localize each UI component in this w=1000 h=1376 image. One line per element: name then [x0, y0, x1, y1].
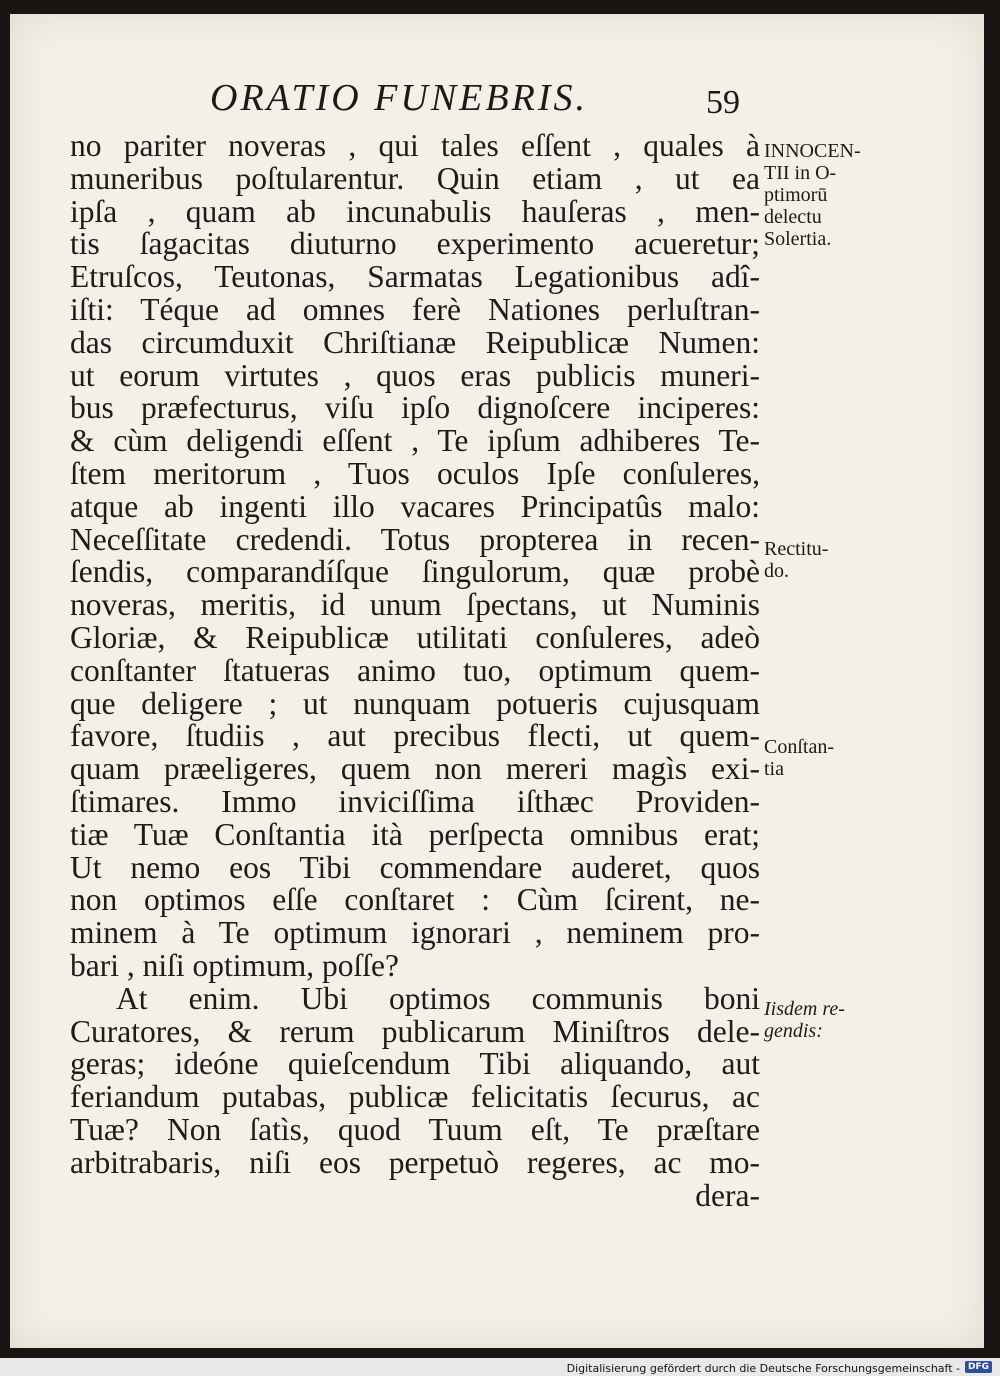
- text-line: bus præfecturus, viſu ipſo dignoſcere inciperes:: [70, 390, 760, 426]
- text-line: ſtimares. Immo inviciſſima iſthæc Providen-: [70, 783, 760, 819]
- text-line: favore, ſtudiis , aut precibus flecti, ut quem-: [70, 718, 760, 754]
- text-line: das circumduxit Chriſtianæ Reipublicæ Numen:: [70, 324, 760, 360]
- marginal-line: ptimorū: [764, 184, 828, 206]
- text-line: atque ab ingenti illo vacares Principatûs malo:: [70, 488, 760, 524]
- text-line: ſendis, comparandíſque ſingulorum, quæ probè: [70, 554, 760, 590]
- text-line: conſtanter ſtatueras animo tuo, optimum quem-: [70, 652, 760, 688]
- dfg-logo: DFG: [965, 1361, 992, 1373]
- text-line: muneribus poſtularentur. Quin etiam , ut ea: [70, 160, 760, 196]
- marginal-line: do.: [764, 560, 789, 582]
- main-text-block: [70, 130, 760, 1212]
- marginal-note-rectitudo: [764, 538, 874, 582]
- text-line: Ut nemo eos Tibi commendare auderet, quos: [70, 849, 760, 885]
- text-line: At enim. Ubi optimos communis boni: [116, 980, 760, 1016]
- text-line: ut eorum virtutes , quos eras publicis muneri-: [70, 357, 760, 393]
- text-line: quam præeligeres, quem non mereri magìs exi-: [70, 751, 760, 787]
- marginal-line: Iisdem re-: [764, 998, 845, 1020]
- text-line: geras; ideóne quieſcendum Tibi aliquando, aut: [70, 1046, 760, 1082]
- marginal-line: Rectitu-: [764, 538, 829, 560]
- marginal-line: delectu: [764, 206, 822, 228]
- text-line: Etruſcos, Teutonas, Sarmatas Legationibus adî-: [70, 259, 760, 295]
- text-line: Gloriæ, & Reipublicæ utilitati conſuleres, adeò: [70, 619, 760, 655]
- text-line: ipſa , quam ab incunabulis hauſeras , men-: [70, 193, 760, 229]
- text-line: feriandum putabas, publicæ felicitatis ſecurus, ac: [70, 1079, 760, 1115]
- page-number: 59: [706, 84, 740, 121]
- text-line: ſtem meritorum , Tuos oculos Ipſe conſuleres,: [70, 455, 760, 491]
- text-line: arbitrabaris, niſi eos perpetuò regeres, ac mo-: [70, 1144, 760, 1180]
- marginal-line: TII in O-: [764, 162, 837, 184]
- marginal-note-innocentii: [764, 140, 874, 250]
- marginal-line: Conſtan-: [764, 736, 834, 758]
- marginal-note-constantia: [764, 736, 874, 780]
- text-line: no pariter noveras , qui tales eſſent , quales à: [70, 128, 760, 163]
- text-line: iſti: Téque ad omnes ferè Nationes perluſtran-: [70, 291, 760, 327]
- text-line: que deligere ; ut nunquam potueris cujusquam: [70, 685, 760, 721]
- text-line: Neceſſitate credendi. Totus propterea in recen-: [70, 521, 760, 557]
- marginal-line: Solertia.: [764, 228, 832, 250]
- marginal-note-iisdem-regendis: [764, 998, 874, 1042]
- marginal-line: gendis:: [764, 1020, 823, 1042]
- marginal-line: INNOCEN-: [764, 140, 861, 162]
- text-line: & cùm deligendi eſſent , Te ipſum adhiberes Te-: [70, 423, 760, 459]
- catchword: dera-: [695, 1177, 760, 1213]
- text-line: tis ſagacitas diuturno experimento acueretur;: [70, 226, 760, 262]
- text-line: tiæ Tuæ Conſtantia ità perſpecta omnibus erat;: [70, 816, 760, 852]
- text-line: Curatores, & rerum publicarum Miniſtros dele-: [70, 1013, 760, 1049]
- marginal-line: tia: [764, 758, 784, 780]
- text-line: non optimos eſſe conſtaret : Cùm ſcirent, ne-: [70, 882, 760, 918]
- text-line: bari , niſi optimum, poſſe?: [70, 947, 399, 983]
- digitization-credit: Digitalisierung gefördert durch die Deutsche Forschungsgemeinschaft -: [566, 1362, 960, 1375]
- text-line: minem à Te optimum ignorari , neminem pro-: [70, 915, 760, 951]
- text-line: Tuæ? Non ſatìs, quod Tuum eſt, Te præſtare: [70, 1111, 760, 1147]
- running-header-title: ORATIO FUNEBRIS.: [210, 77, 588, 119]
- text-line: noveras, meritis, id unum ſpectans, ut Numinis: [70, 587, 760, 623]
